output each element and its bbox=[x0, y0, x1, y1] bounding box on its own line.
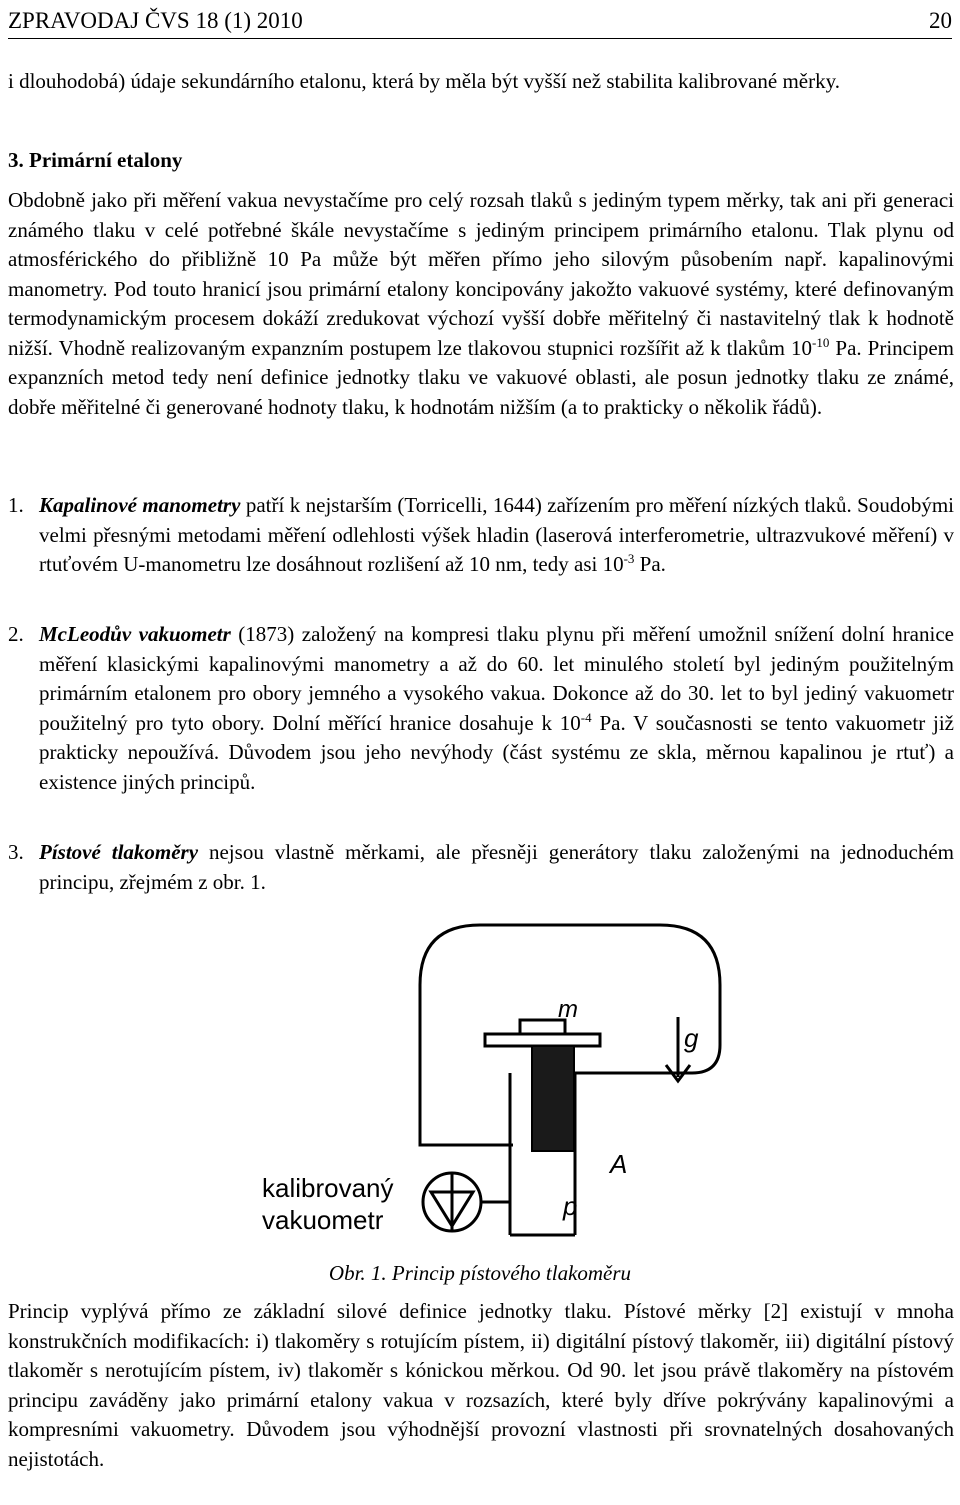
exponent: -4 bbox=[580, 709, 592, 725]
journal-title: ZPRAVODAJ ČVS 18 (1) 2010 bbox=[8, 8, 303, 33]
list-item-piston-gauges bbox=[8, 838, 954, 897]
list-text-a: nejsou vlastně měrkami, ale přesněji generátory tlaku založenými na jednoduchém principu, zřejmém z obr. 1. bbox=[39, 840, 954, 894]
label-pressure: p bbox=[563, 1191, 578, 1221]
page-header bbox=[8, 4, 952, 39]
list-item-mcleod-gauge bbox=[8, 620, 954, 797]
list-term: McLeodův vakuometr bbox=[39, 622, 231, 646]
page-number: 20 bbox=[929, 8, 952, 33]
list-item-liquid-manometers bbox=[8, 491, 954, 580]
label-area: A bbox=[610, 1149, 628, 1179]
exponent: -3 bbox=[623, 551, 635, 566]
paragraph-text-a: Obdobně jako při měření vakua nevystačíme pro celý rozsah tlaků s jediným typem měrky, tak ani při generaci známého tlaku v celé potřebné škále nevystačíme s jediným principem primárního etalonu. Tlak plynu od atmosférického do přibližně 10 Pa může být měřen přímo jeho silovým působením např. kapalinovými manometry. Pod touto hranicí jsou primární etalony koncipovány jakožto vakuové systémy, které definovaným termodynamickým procesem dokáží zredukovat výchozí vyšší dobře měřitelný či nastavitelný tlak k hodnotě nižší. Vhodně realizovaným expanzním postupem lze tlakovou stupnici rozšířit až k tlakům 10 bbox=[8, 188, 954, 360]
paragraph-primary-standards bbox=[8, 186, 954, 422]
label-mass: m bbox=[558, 996, 578, 1023]
paragraph-text-b: Pa. Principem expanzních metod tedy není definice jednotky tlaku ve vakuové oblasti, ale posun jednotky tlaku ze známé, dobře měřitelné či generované hodnoty tlaku, k hodnotám nižším (a to prakticky o několik řádů). bbox=[8, 335, 954, 419]
list-number: 2. bbox=[8, 622, 24, 646]
closing-paragraph: Princip vyplývá přímo ze základní silové definice jednotky tlaku. Pístové měrky [2] existují v mnoha konstrukčních modifikacích: i) tlakoměry s rotujícím pístem, ii) digitální pístový tlakoměr, iii) digitální pístový tlakoměr s nerotujícím pístem, iv) tlakoměr s kónickou měrkou. Od 90. let jsou právě tlakoměry na pístovém principu zaváděny jako primární etalony vakua v rozsazích, které byly dříve pokrývány kapalinovými a kompresními vakuometry. Důvodem jsou výhodnější provozní vlastnosti při srovnatelných dosahovaných nejistotách. bbox=[8, 1299, 954, 1471]
piston-gauge-diagram bbox=[240, 905, 760, 1260]
list-number: 1. bbox=[8, 493, 24, 517]
list-text-b: Pa. V současnosti se tento vakuometr již prakticky nepoužívá. Důvodem jsou jeho nevýhody (část systému ze skla, měrnou kapalinou je rtuť) a existence jiných principů. bbox=[39, 710, 954, 794]
list-term: Pístové tlakoměry bbox=[39, 840, 199, 864]
list-text-a: patří k nejstarším (Torricelli, 1644) zařízením pro měření nízkých tlaků. Soudobými velmi přesnými metodami měření odlehlosti výšek hladin (laserová interferometrie, ultrazvukové měření) v rtuťovém U-manometru lze dosáhnout rozlišení až 10 nm, tedy asi 10 bbox=[39, 493, 954, 576]
label-gravity: g bbox=[684, 1023, 699, 1053]
piston bbox=[532, 1046, 574, 1151]
list-text-b: Pa. bbox=[634, 552, 666, 576]
section-heading: 3. Primární etalony bbox=[8, 148, 183, 172]
list-text-a: (1873) založený na kompresi tlaku plynu při měření umožnil snížení dolní hranice měření klasickými kapalinovými manometry a až do 60. let minulého století byl jediným použitelným primárním etalonem pro obory jemného a vysokého vakua. Dokonce až do 30. let to byl jediný vakuometr použitelný pro tyto obory. Dolní měřící hranice dosahuje k 10 bbox=[39, 622, 954, 735]
list-number: 3. bbox=[8, 840, 24, 864]
label-vacuometer-line1: kalibrovaný bbox=[262, 1173, 394, 1203]
piston-gauge-figure bbox=[240, 905, 760, 1260]
intro-paragraph: i dlouhodobá) údaje sekundárního etalonu, která by měla být vyšší než stabilita kalibrované měrky. bbox=[8, 69, 840, 93]
figure-caption: Obr. 1. Princip pístového tlakoměru bbox=[328, 1261, 632, 1285]
exponent: -10 bbox=[812, 334, 830, 350]
list-term: Kapalinové manometry bbox=[39, 493, 241, 517]
label-vacuometer-line2: vakuometr bbox=[262, 1205, 384, 1235]
mass-flange bbox=[485, 1034, 600, 1046]
